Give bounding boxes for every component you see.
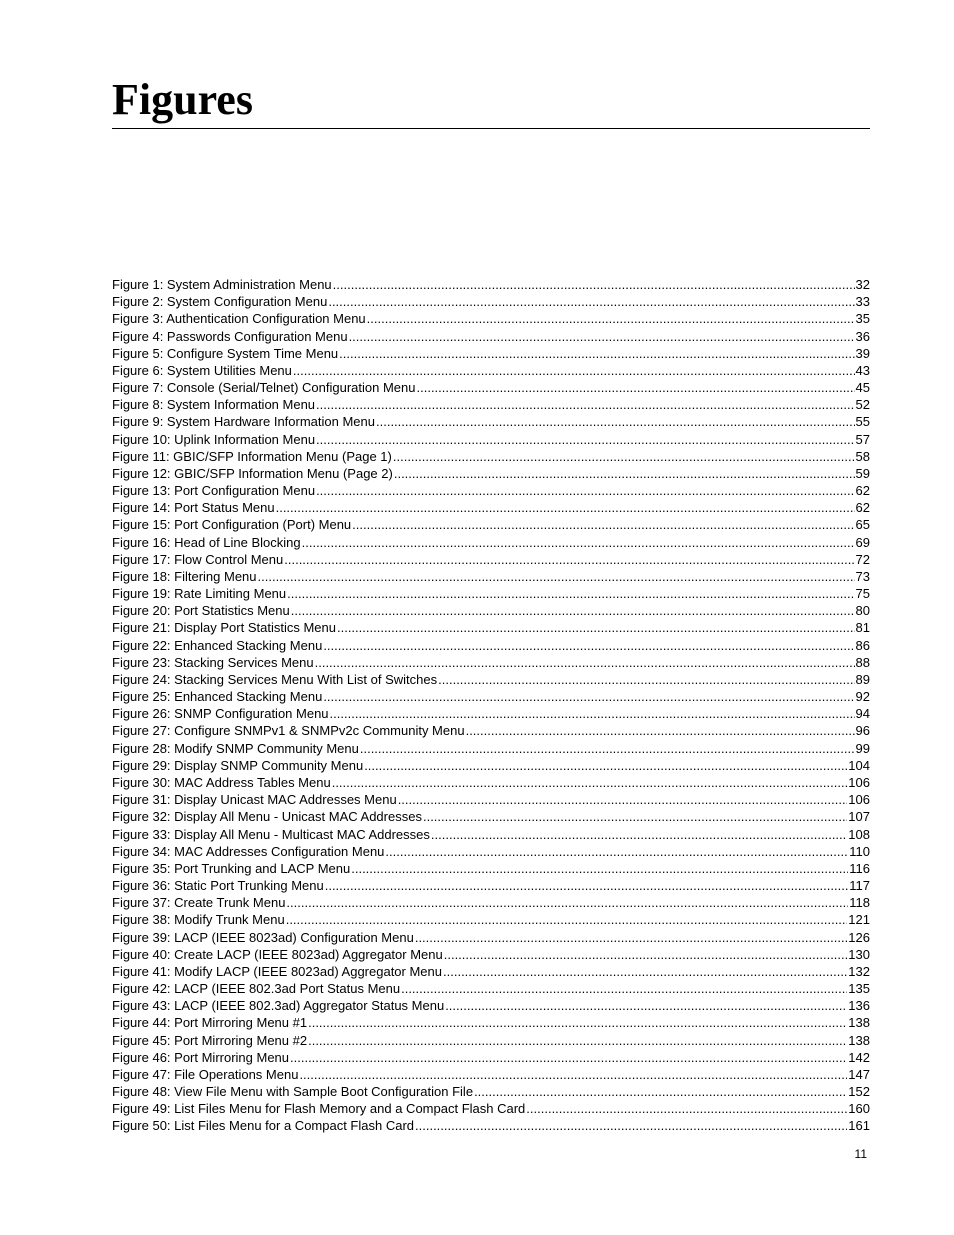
- figure-entry-label: Figure 9: System Hardware Information Menu: [112, 414, 375, 430]
- figure-entry[interactable]: [112, 293, 870, 310]
- figure-entry-label: Figure 14: Port Status Menu: [112, 500, 275, 516]
- figure-entry-label: Figure 41: Modify LACP (IEEE 8023ad) Aggregator Menu: [112, 963, 443, 979]
- figure-entry[interactable]: [112, 482, 870, 499]
- figure-entry-label: Figure 15: Port Configuration (Port) Menu: [112, 517, 352, 533]
- figure-entry-page: 160: [848, 1101, 870, 1117]
- figure-entry-label: Figure 28: Modify SNMP Community Menu: [112, 740, 359, 756]
- figure-entry-label: Figure 47: File Operations Menu: [112, 1066, 299, 1082]
- figure-entry-page: 69: [855, 534, 870, 550]
- figure-entry[interactable]: [112, 585, 870, 602]
- dot-leader: [316, 431, 854, 448]
- dot-leader: [364, 757, 847, 774]
- figure-entry-label: Figure 33: Display All Menu - Multicast MAC Addresses: [112, 826, 430, 842]
- dot-leader: [284, 551, 854, 568]
- figure-entry-label: Figure 35: Port Trunking and LACP Menu: [112, 860, 351, 876]
- figure-entry[interactable]: [112, 551, 870, 568]
- figure-entry-page: 86: [855, 637, 870, 653]
- dot-leader: [401, 980, 847, 997]
- figure-entry-label: Figure 34: MAC Addresses Configuration Menu: [112, 843, 385, 859]
- figure-entry-label: Figure 37: Create Trunk Menu: [112, 895, 286, 911]
- figure-entry-label: Figure 17: Flow Control Menu: [112, 551, 284, 567]
- dot-leader: [526, 1100, 847, 1117]
- dot-leader: [415, 929, 847, 946]
- figure-entry[interactable]: [112, 379, 870, 396]
- dot-leader: [293, 362, 855, 379]
- dot-leader: [337, 619, 855, 636]
- figure-entry-page: 104: [848, 757, 870, 773]
- figure-entry-page: 142: [848, 1049, 870, 1065]
- figure-entry[interactable]: [112, 1066, 870, 1083]
- figure-entry-page: 55: [855, 414, 870, 430]
- figure-entry-label: Figure 7: Console (Serial/Telnet) Configuration Menu: [112, 380, 416, 396]
- figure-entry[interactable]: [112, 688, 870, 705]
- figure-entry[interactable]: [112, 654, 870, 671]
- dot-leader: [376, 413, 855, 430]
- dot-leader: [466, 722, 855, 739]
- page-title: Figures: [112, 75, 253, 124]
- figure-entry[interactable]: [112, 980, 870, 997]
- figure-entry[interactable]: [112, 1100, 870, 1117]
- dot-leader: [360, 740, 855, 757]
- figure-entry[interactable]: [112, 1032, 870, 1049]
- figure-entry-label: Figure 46: Port Mirroring Menu: [112, 1049, 290, 1065]
- figure-entry[interactable]: [112, 534, 870, 551]
- figure-entry-page: 81: [855, 620, 870, 636]
- figure-entry-page: 110: [849, 843, 870, 859]
- figure-entry-page: 92: [855, 689, 870, 705]
- figure-entry[interactable]: [112, 1117, 870, 1134]
- figure-entry-label: Figure 40: Create LACP (IEEE 8023ad) Aggregator Menu: [112, 946, 443, 962]
- figure-entry-label: Figure 31: Display Unicast MAC Addresses Menu: [112, 792, 397, 808]
- figure-entry-label: Figure 43: LACP (IEEE 802.3ad) Aggregator Status Menu: [112, 998, 445, 1014]
- figure-entry-label: Figure 21: Display Port Statistics Menu: [112, 620, 336, 636]
- dot-leader: [349, 328, 855, 345]
- dot-leader: [286, 894, 848, 911]
- figure-entry-label: Figure 20: Port Statistics Menu: [112, 603, 290, 619]
- figure-entry-page: 62: [855, 500, 870, 516]
- figure-entry-page: 130: [848, 946, 870, 962]
- figure-entry-page: 73: [855, 568, 870, 584]
- figure-entry-page: 75: [855, 586, 870, 602]
- dot-leader: [291, 602, 855, 619]
- figure-entry-label: Figure 42: LACP (IEEE 802.3ad Port Status Menu: [112, 981, 401, 997]
- figure-entry-page: 65: [855, 517, 870, 533]
- figure-entry-page: 126: [848, 929, 870, 945]
- figure-entry-page: 94: [855, 706, 870, 722]
- figure-entry[interactable]: [112, 499, 870, 516]
- figure-entry[interactable]: [112, 1014, 870, 1031]
- dot-leader: [325, 877, 849, 894]
- figure-entry-page: 118: [849, 895, 870, 911]
- figure-entry-page: 107: [848, 809, 870, 825]
- figure-entry[interactable]: [112, 637, 870, 654]
- figure-entry[interactable]: [112, 826, 870, 843]
- dot-leader: [417, 379, 855, 396]
- figure-entry-label: Figure 1: System Administration Menu: [112, 277, 332, 292]
- figure-entry[interactable]: [112, 431, 870, 448]
- figure-entry-label: Figure 11: GBIC/SFP Information Menu (Page 1): [112, 448, 392, 464]
- figure-entry[interactable]: [112, 791, 870, 808]
- dot-leader: [332, 774, 848, 791]
- dot-leader: [308, 1032, 847, 1049]
- figure-entry[interactable]: [112, 413, 870, 430]
- dot-leader: [394, 465, 855, 482]
- figure-entry-label: Figure 30: MAC Address Tables Menu: [112, 774, 331, 790]
- dot-leader: [323, 688, 854, 705]
- dot-leader: [398, 791, 848, 808]
- figure-entry[interactable]: [112, 963, 870, 980]
- dot-leader: [330, 705, 855, 722]
- figure-entry-page: 106: [848, 774, 870, 790]
- figure-entry[interactable]: [112, 619, 870, 636]
- figure-entry-page: 58: [855, 448, 870, 464]
- figure-entry-label: Figure 44: Port Mirroring Menu #1: [112, 1015, 308, 1031]
- dot-leader: [423, 808, 847, 825]
- figure-entry-page: 135: [848, 981, 870, 997]
- dot-leader: [290, 1049, 847, 1066]
- figure-entry-page: 132: [848, 963, 870, 979]
- figure-entry[interactable]: [112, 1049, 870, 1066]
- figure-entry-label: Figure 18: Filtering Menu: [112, 568, 257, 584]
- dot-leader: [302, 534, 855, 551]
- figure-entry[interactable]: [112, 1083, 870, 1100]
- figure-entry[interactable]: [112, 276, 870, 293]
- figure-entry[interactable]: [112, 568, 870, 585]
- figure-entry-label: Figure 12: GBIC/SFP Information Menu (Page 2): [112, 465, 393, 481]
- title-rule: [112, 128, 870, 129]
- figure-entry-label: Figure 4: Passwords Configuration Menu: [112, 328, 348, 344]
- figure-entry[interactable]: [112, 396, 870, 413]
- figure-entry-page: 57: [855, 431, 870, 447]
- figure-entry-page: 152: [848, 1084, 870, 1100]
- figure-entry-page: 89: [855, 671, 870, 687]
- dot-leader: [474, 1083, 847, 1100]
- figure-entry-label: Figure 26: SNMP Configuration Menu: [112, 706, 329, 722]
- dot-leader: [333, 276, 855, 293]
- figure-entry[interactable]: [112, 997, 870, 1014]
- figure-entry-page: 35: [855, 311, 870, 327]
- figure-entry-page: 106: [848, 792, 870, 808]
- figure-entry-page: 96: [855, 723, 870, 739]
- figure-entry[interactable]: [112, 877, 870, 894]
- dot-leader: [431, 826, 847, 843]
- dot-leader: [287, 585, 854, 602]
- figure-entry[interactable]: [112, 808, 870, 825]
- figure-entry[interactable]: [112, 722, 870, 739]
- figure-entry[interactable]: [112, 328, 870, 345]
- page-number: 11: [854, 1147, 867, 1161]
- figure-entry-label: Figure 45: Port Mirroring Menu #2: [112, 1032, 308, 1048]
- figure-entry-page: 116: [849, 860, 870, 876]
- figure-entry-page: 108: [848, 826, 870, 842]
- figure-entry-label: Figure 25: Enhanced Stacking Menu: [112, 689, 323, 705]
- dot-leader: [299, 1066, 847, 1083]
- figure-entry-label: Figure 49: List Files Menu for Flash Memory and a Compact Flash Card: [112, 1101, 526, 1117]
- figure-entry[interactable]: [112, 946, 870, 963]
- figure-entry-page: 33: [855, 294, 870, 310]
- dot-leader: [339, 345, 854, 362]
- dot-leader: [438, 671, 854, 688]
- figure-entry-page: 147: [848, 1066, 870, 1082]
- figure-entry-page: 138: [848, 1032, 870, 1048]
- figure-entry-label: Figure 19: Rate Limiting Menu: [112, 586, 287, 602]
- figure-entry[interactable]: [112, 465, 870, 482]
- figure-entry[interactable]: [112, 894, 870, 911]
- figure-entry[interactable]: [112, 843, 870, 860]
- figure-entry[interactable]: [112, 362, 870, 379]
- figure-entry-page: 39: [855, 345, 870, 361]
- figure-entry-page: 117: [849, 878, 870, 894]
- figure-entry-page: 45: [855, 380, 870, 396]
- figure-entry-page: 43: [855, 362, 870, 378]
- dot-leader: [308, 1014, 847, 1031]
- figure-entry-page: 52: [855, 397, 870, 413]
- figure-entry-page: 161: [848, 1118, 870, 1134]
- figure-entry[interactable]: [112, 705, 870, 722]
- dot-leader: [316, 396, 855, 413]
- figure-entry[interactable]: [112, 602, 870, 619]
- figure-entry[interactable]: [112, 448, 870, 465]
- figure-entry-page: 136: [848, 998, 870, 1014]
- figure-entry-page: 59: [855, 465, 870, 481]
- dot-leader: [352, 516, 854, 533]
- figure-entry-label: Figure 48: View File Menu with Sample Boot Configuration File: [112, 1084, 474, 1100]
- figure-entry-label: Figure 13: Port Configuration Menu: [112, 483, 316, 499]
- figure-entry-label: Figure 32: Display All Menu - Unicast MAC Addresses: [112, 809, 422, 825]
- figure-entry-label: Figure 36: Static Port Trunking Menu: [112, 878, 324, 894]
- figure-entry-page: 121: [848, 912, 870, 928]
- figures-list: [112, 276, 870, 1135]
- dot-leader: [443, 963, 847, 980]
- figure-entry-page: 99: [855, 740, 870, 756]
- figure-entry-label: Figure 2: System Configuration Menu: [112, 294, 328, 310]
- dot-leader: [276, 499, 855, 516]
- figure-entry-page: 32: [855, 277, 870, 292]
- figure-entry-label: Figure 16: Head of Line Blocking: [112, 534, 301, 550]
- figure-entry[interactable]: [112, 774, 870, 791]
- dot-leader: [315, 654, 855, 671]
- dot-leader: [328, 293, 854, 310]
- figure-entry-label: Figure 39: LACP (IEEE 8023ad) Configuration Menu: [112, 929, 414, 945]
- figure-entry-label: Figure 22: Enhanced Stacking Menu: [112, 637, 323, 653]
- dot-leader: [258, 568, 855, 585]
- figure-entry[interactable]: [112, 345, 870, 362]
- figure-entry-page: 80: [855, 603, 870, 619]
- figure-entry[interactable]: [112, 310, 870, 327]
- figure-entry-label: Figure 5: Configure System Time Menu: [112, 345, 339, 361]
- dot-leader: [385, 843, 848, 860]
- figure-entry-label: Figure 27: Configure SNMPv1 & SNMPv2c Community Menu: [112, 723, 465, 739]
- figure-entry-page: 36: [855, 328, 870, 344]
- dot-leader: [445, 997, 847, 1014]
- figure-entry-page: 72: [855, 551, 870, 567]
- dot-leader: [286, 911, 848, 928]
- figure-entry-label: Figure 8: System Information Menu: [112, 397, 316, 413]
- dot-leader: [444, 946, 848, 963]
- figure-entry-page: 88: [855, 654, 870, 670]
- dot-leader: [316, 482, 854, 499]
- figure-entry[interactable]: [112, 740, 870, 757]
- figure-entry-page: 62: [855, 483, 870, 499]
- figure-entry-label: Figure 6: System Utilities Menu: [112, 362, 292, 378]
- dot-leader: [323, 637, 854, 654]
- dot-leader: [393, 448, 855, 465]
- figure-entry-label: Figure 24: Stacking Services Menu With List of Switches: [112, 671, 438, 687]
- dot-leader: [351, 860, 848, 877]
- figure-entry-label: Figure 3: Authentication Configuration Menu: [112, 311, 366, 327]
- figure-entry-label: Figure 50: List Files Menu for a Compact Flash Card: [112, 1118, 415, 1134]
- dot-leader: [367, 310, 855, 327]
- figure-entry-label: Figure 38: Modify Trunk Menu: [112, 912, 285, 928]
- figure-entry[interactable]: [112, 516, 870, 533]
- figure-entry[interactable]: [112, 911, 870, 928]
- figure-entry[interactable]: [112, 757, 870, 774]
- figure-entry-label: Figure 10: Uplink Information Menu: [112, 431, 316, 447]
- figure-entry-page: 138: [848, 1015, 870, 1031]
- figure-entry[interactable]: [112, 929, 870, 946]
- dot-leader: [415, 1117, 847, 1134]
- figure-entry-label: Figure 23: Stacking Services Menu: [112, 654, 314, 670]
- figure-entry[interactable]: [112, 671, 870, 688]
- figure-entry-label: Figure 29: Display SNMP Community Menu: [112, 757, 364, 773]
- figure-entry[interactable]: [112, 860, 870, 877]
